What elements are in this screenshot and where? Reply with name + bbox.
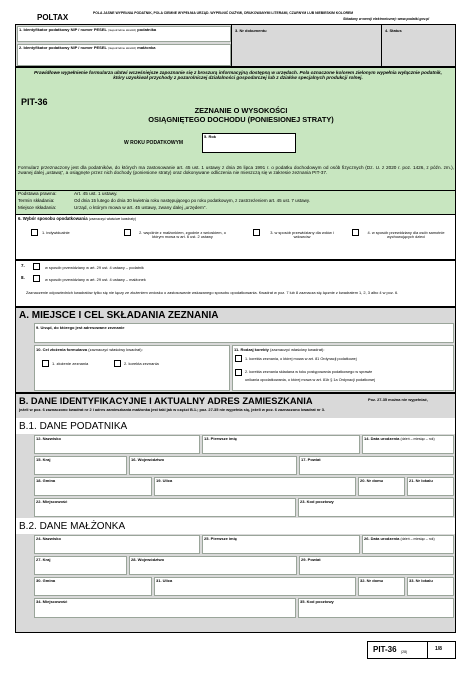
section-a-title: A. MIEJSCE I CEL SKŁADANIA ZEZNANIA	[19, 310, 219, 321]
tax-method-widow-label: 3. w sposób przewidziany dla wdów i wdowców	[270, 230, 334, 240]
fields-7-8-note: Zaznaczenie odpowiednich kwadratów tylko się nie łączy ze złożeniem wniosku o zastosowanie wskazanego sposobu opodatkowania. Kwadrat w poz. 7 lub 8 zaznacza się łącznie z kwadratem 1, 2, 3 albo 4 w poz. 6.	[26, 290, 399, 295]
tax-year-field-label: 5. Rok	[204, 134, 217, 139]
field-7-label: w sposób przewidziany w art. 29 ust. 4 ustawy – podatnik	[45, 265, 144, 270]
tax-method-single-parent-checkbox[interactable]	[352, 229, 359, 236]
spouse-district-field[interactable]	[299, 556, 454, 575]
form-description: Formularz przeznaczony jest dla podatników, do których ma zastosowanie art. 45 ust. 1 ustawy z dnia 26 lipca 1991 r. o podatku dochodowym od osób fizycznych (Dz. U. z 2020 r. poz. 1426, z późn. zm.), zwanej dalej „ustawą”, a osiągnęte przez nich dochody (poniesione straty) oraz dokonywane odliczenia nie mieszczą się w zakresie zeznania PIT-37.	[18, 165, 454, 175]
form-title-line2: OSIĄGNIĘTEGO DOCHODU (PONIESIONEJ STRATY)	[148, 115, 334, 124]
footer-form-id	[367, 641, 456, 659]
section-b-note: jeżeli w poz. 6 zaznaczono kwadrat nr 2 i adres zamieszkania małżonka jest taki jak w części B.1.; poz. 27-35 nie wypełnia się, jeżeli w poz. 6 zaznaczono kwadrat nr 3.	[19, 407, 325, 412]
spouse-city-field[interactable]	[34, 598, 296, 618]
correction-art81b-checkbox[interactable]	[235, 369, 242, 376]
spouse-surname-label: 24. Nazwisko	[36, 536, 61, 541]
legal-basis-key: Podstawa prawna:	[18, 191, 57, 196]
footer-code: PIT-36	[373, 645, 397, 654]
poltax-logo: POLTAX	[37, 13, 69, 22]
taxpayer-street-label: 19. Ulica	[156, 478, 173, 483]
place-key: Miejsce składania:	[18, 205, 57, 210]
document-number-label: 3. Nr dokumentu	[235, 28, 267, 33]
taxpayer-voivodeship-label: 16. Województwo	[131, 457, 165, 462]
fields-7-8-block	[15, 260, 456, 307]
taxpayer-id-label: 1. Identyfikator podatkowy NIP / numer PESEL (niepotrzebne skreślić) podatnika	[19, 27, 157, 32]
b2-title: B.2. DANE MAŁŻONKA	[19, 521, 126, 532]
taxpayer-postal-code-label: 23. Kod pocztowy	[300, 499, 334, 504]
spouse-apartment-label: 33. Nr lokalu	[409, 578, 433, 583]
spouse-street-label: 31. Ulica	[156, 578, 173, 583]
field-7-checkbox[interactable]	[33, 263, 40, 270]
form-code: PIT-36	[21, 97, 48, 107]
taxpayer-apartment-label: 21. Nr lokalu	[409, 478, 433, 483]
tax-method-widow-checkbox[interactable]	[253, 229, 260, 236]
tax-method-individual-checkbox[interactable]	[31, 229, 38, 236]
correction-art81-label: 1. korekta zeznania, o której mowa w art. 81 Ordynacji podatkowej	[245, 357, 357, 361]
spouse-voivodeship-label: 28. Województwo	[131, 557, 165, 562]
taxpayer-first-name-label: 13. Pierwsze imię	[204, 436, 237, 441]
section-b	[15, 393, 456, 633]
taxpayer-municipality-label: 18. Gmina	[36, 478, 56, 483]
field-7-number: 7.	[21, 263, 25, 268]
tax-method-single-parent-label: 4. w sposób przewidziany dla osób samotnie wychowujących dzieci	[367, 230, 445, 240]
spouse-country-label: 27. Kraj	[36, 557, 51, 562]
spouse-street-field[interactable]	[154, 577, 356, 596]
header-note: POLA JASNE WYPEŁNIA PODATNIK, POLA CIEMNE WYPEŁNIA URZĄD. WYPEŁNIĆ DUŻYMI, DRUKOWANYMI LITERAMI, CZARNYM LUB NIEBIESKIM KOLOREM	[93, 11, 354, 15]
correction-type-label: 11. Rodzaj korekty (zaznaczyć właściwy kwadrat):	[234, 347, 325, 352]
status-label: 4. Status	[385, 28, 402, 33]
taxpayer-country-label: 15. Kraj	[36, 457, 51, 462]
form-purpose-label: 10. Cel złożenia formularza (zaznaczyć właściwy kwadrat):	[36, 347, 143, 352]
place-value: Urząd, o którym mowa w art. 45 ustawy, zwany dalej „urzędem”.	[74, 205, 207, 210]
b1-title: B.1. DANE PODATNIKA	[19, 421, 128, 432]
taxpayer-house-number-label: 20. Nr domu	[360, 478, 384, 483]
purpose-submission-checkbox[interactable]	[42, 360, 49, 367]
spouse-house-number-label: 32. Nr domu	[360, 578, 384, 583]
deadline-value: Od dnia 15 lutego do dnia 30 kwietnia roku następującego po roku podatkowym, z zastrzeżeniem art. 45 ust. 7 ustawy.	[74, 198, 311, 203]
field-6-tax-method	[15, 214, 456, 260]
spouse-birth-date-label: 26. Data urodzenia (dzień – miesiąc – rok)	[364, 536, 435, 541]
taxpayer-district-field[interactable]	[299, 456, 454, 475]
deadline-key: Termin składania:	[18, 198, 55, 203]
field-6-label: 6. Wybór sposobu opodatkowania (zaznaczyć właściwe kwadraty)	[18, 216, 136, 221]
correction-art81b-label-2: unikania opodatkowania, o której mowa w art. 81b § 1a Ordynacji podatkowej	[245, 378, 376, 382]
intro-text: Prawidłowe wypełnienie formularza ułatwi wcześniejsze zapoznanie się z broszurą informacyjną dostępną w urzędach. Pola oznaczone kolorem zielonym wypełnia wyłącznie podatnik, który uzyskiwał przychody z pozarolniczej działalności gospodarczej lub z działów specjalnych produkcji rolnej.	[34, 70, 442, 80]
purpose-submission-label: 1. złożenie zeznania	[52, 361, 89, 366]
tax-year-label: W ROKU PODATKOWYM	[124, 140, 184, 146]
legal-basis-value: Art. 45 ust. 1 ustawy.	[74, 191, 118, 196]
spouse-first-name-label: 25. Pierwsze imię	[204, 536, 237, 541]
header-eform-note: Składany w wersji elektronicznej: www.podatki.gov.pl	[343, 17, 430, 21]
tax-method-joint-label: 2. wspólnie z małżonkiem, zgodnie z wnioskiem, o którym mowa w art. 6 ust. 2 ustawy	[139, 230, 226, 240]
section-a	[15, 307, 456, 393]
divider	[231, 25, 232, 66]
field-8-checkbox[interactable]	[33, 275, 40, 282]
spouse-postal-code-label: 35. Kod pocztowy	[300, 599, 334, 604]
spouse-city-label: 34. Miejscowość	[36, 599, 68, 604]
tax-method-individual-label: 1. indywidualnie	[42, 230, 70, 235]
taxpayer-city-label: 22. Miejscowość	[36, 499, 68, 504]
spouse-municipality-label: 30. Gmina	[36, 578, 56, 583]
divider	[381, 25, 382, 66]
spouse-id-label: 2. Identyfikator podatkowy NIP / numer PESEL (niepotrzebne skreślić) małżonka	[19, 45, 156, 50]
purpose-correction-checkbox[interactable]	[114, 360, 121, 367]
correction-art81-checkbox[interactable]	[235, 355, 242, 362]
form-title-line1: ZEZNANIE O WYSOKOŚCI	[194, 106, 288, 115]
taxpayer-district-label: 17. Powiat	[301, 457, 321, 462]
section-b-title-note: Poz. 27-35 można nie wypełniać,	[368, 397, 428, 402]
taxpayer-birth-date-label: 14. Data urodzenia (dzień – miesiąc – rok)	[364, 436, 435, 441]
field-8-label: w sposób przewidziany w art. 29 ust. 4 ustawy – małżonek	[45, 277, 146, 282]
field-8-number: 8.	[21, 275, 25, 280]
divider	[427, 642, 428, 658]
tax-year-field[interactable]	[202, 133, 296, 153]
spouse-district-label: 29. Powiat	[301, 557, 321, 562]
taxpayer-city-field[interactable]	[34, 498, 296, 517]
tax-office-label: 9. Urząd, do którego jest adresowane zeznanie	[36, 325, 125, 330]
taxpayer-street-field[interactable]	[154, 477, 356, 496]
correction-art81b-label-1: 2. korekta zeznania składana w toku postępowania podatkowego w sprawie	[245, 370, 373, 374]
taxpayer-surname-label: 12. Nazwisko	[36, 436, 61, 441]
tax-method-joint-checkbox[interactable]	[124, 229, 131, 236]
purpose-correction-label: 2. korekta zeznania	[124, 361, 159, 366]
footer-version: (28)	[401, 650, 408, 654]
section-b-title: B. DANE IDENTYFIKACYJNE I AKTUALNY ADRES ZAMIESZKANIA	[19, 396, 313, 406]
footer-page: 1/8	[435, 646, 442, 652]
office-fields-block	[15, 24, 456, 67]
